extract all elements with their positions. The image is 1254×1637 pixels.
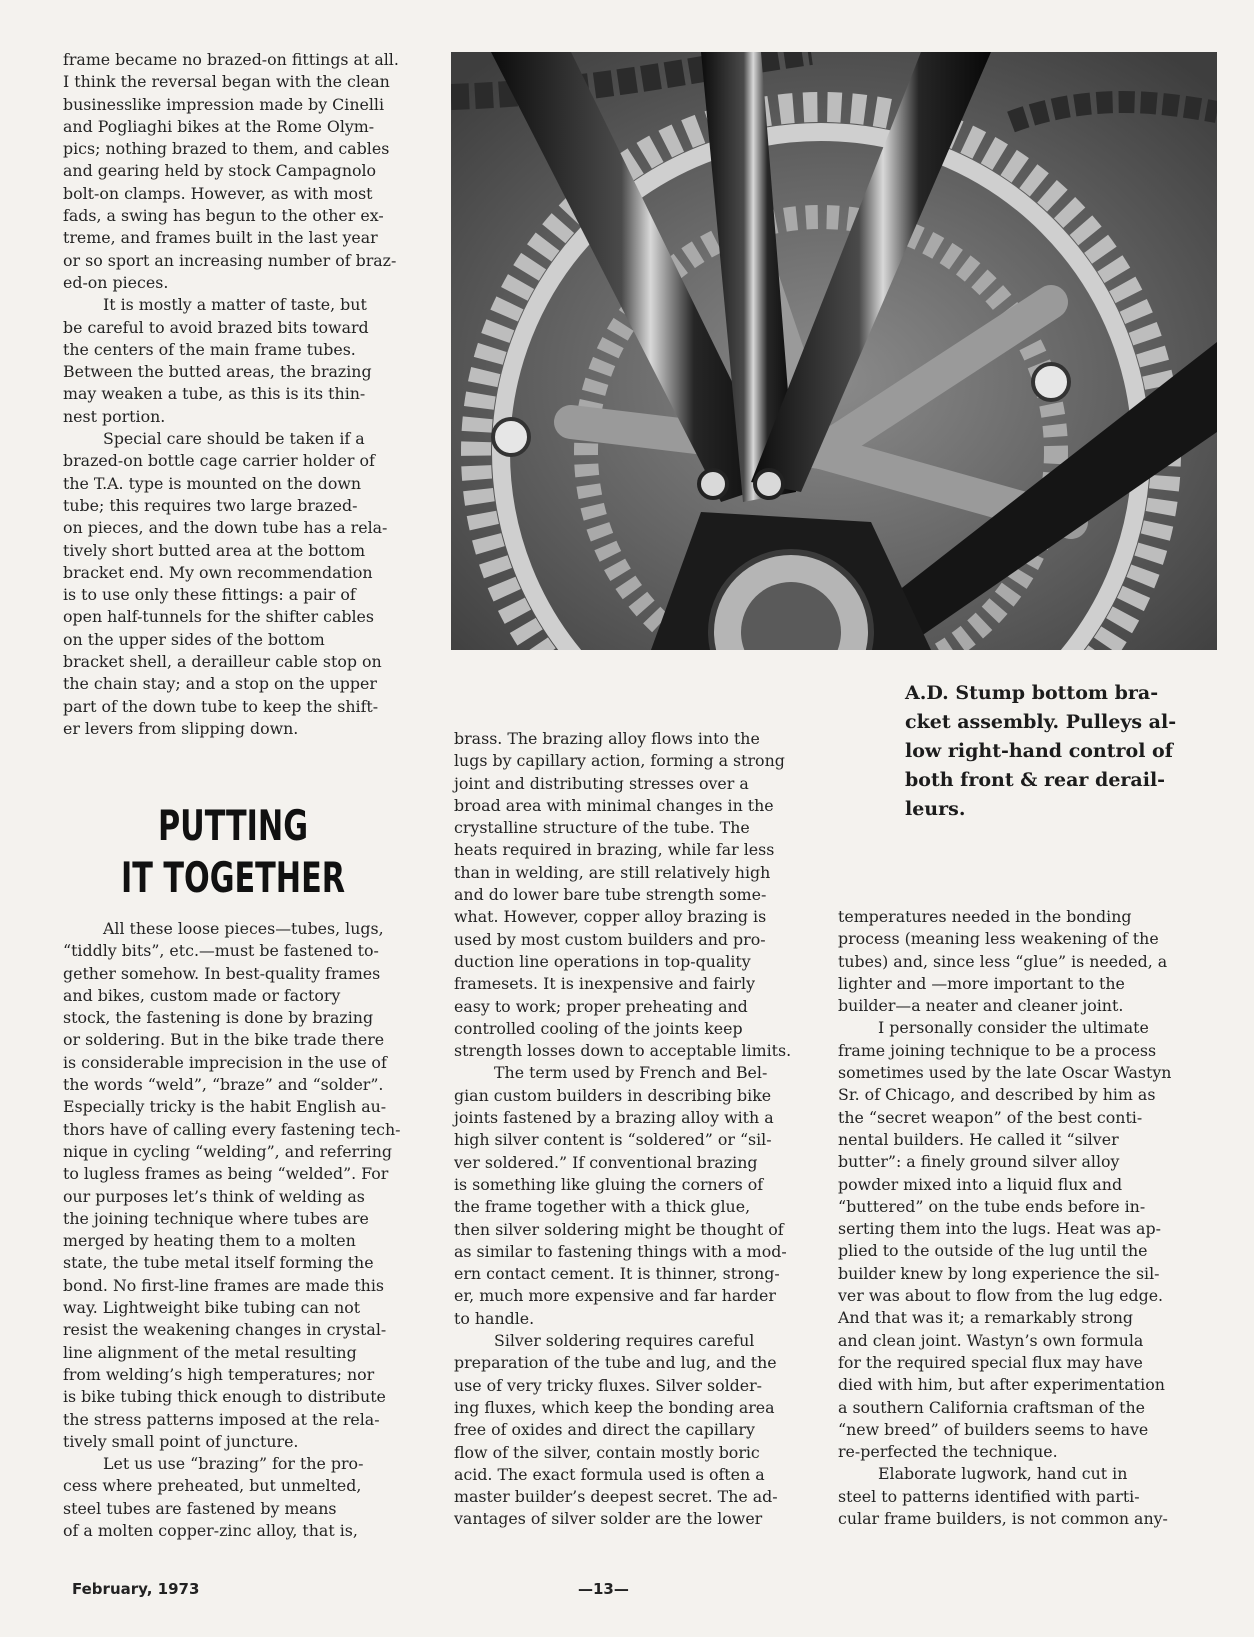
text-line: “new breed” of builders seems to have [838,1419,1149,1439]
text-line: powder mixed into a liquid flux and [838,1174,1123,1194]
page-number: —13— [578,1580,629,1598]
text-line: than in welding, are still relatively high [454,862,771,882]
text-line: brass. The brazing alloy flows into the [454,729,760,748]
caption-line: low right-hand control of [905,740,1173,762]
text-line: our purposes let’s think of welding as [63,1186,365,1206]
caption-line: leurs. [905,798,966,820]
text-line: to lugless frames as being “welded”. For [63,1164,389,1184]
text-line: use of very tricky fluxes. Silver solder- [454,1375,763,1395]
text-line: ern contact cement. It is thinner, strong- [454,1264,780,1284]
heading-line-1: PUTTING [157,801,309,850]
text-line: on pieces, and the down tube has a rela- [63,518,388,538]
text-line: steel tubes are fastened by means [63,1498,337,1518]
text-line: “tiddly bits”, etc.—must be fastened to- [63,941,379,961]
text-line: flow of the silver, contain mostly boric [454,1442,760,1462]
text-line: a southern California craftsman of the [838,1397,1145,1417]
text-line: the stress patterns imposed at the rela- [63,1409,380,1429]
text-line: controlled cooling of the joints keep [454,1018,743,1038]
text-column-1-top [63,49,403,740]
text-line: heats required in brazing, while far less [454,840,775,860]
text-line: butter”: a finely ground silver alloy [838,1152,1120,1172]
text-line: is considerable imprecision in the use of [63,1052,387,1072]
text-line: bracket shell, a derailleur cable stop on [63,652,382,672]
text-line: ver was about to flow from the lug edge. [838,1286,1164,1306]
text-line: framesets. It is inexpensive and fairly [454,974,756,994]
text-line: high silver content is “soldered” or “sil- [454,1130,772,1150]
text-column-2 [454,728,794,1531]
text-line: from welding’s high temperatures; nor [63,1364,375,1384]
text-line: ed-on pieces. [63,272,169,292]
text-line: All these loose pieces—tubes, lugs, [103,919,384,938]
text-line: be careful to avoid brazed bits toward [63,317,369,337]
text-line: thors have of calling every fastening tech- [63,1119,401,1139]
text-line: is something like gluing the corners of [454,1174,764,1194]
text-line: treme, and frames built in the last year [63,228,378,248]
text-line: resist the weakening changes in crystal- [63,1320,387,1340]
text-line: as similar to fastening things with a mod- [454,1241,787,1261]
caption-line: both front & rear derail- [905,769,1166,791]
text-line: tively short butted area at the bottom [63,540,366,560]
text-line: ing fluxes, which keep the bonding area [454,1397,775,1417]
text-line: It is mostly a matter of taste, but [103,295,367,315]
text-line: merged by heating them to a molten [63,1231,356,1251]
text-line: lighter and —more important to the [838,973,1125,993]
text-line: used by most custom builders and pro- [454,929,766,949]
text-line: sometimes used by the late Oscar Wastyn [838,1063,1172,1083]
text-line: ver soldered.” If conventional brazing [454,1152,758,1172]
text-line: bond. No first-line frames are made this [63,1275,385,1295]
text-line: tubes) and, since less “glue” is needed, a [838,951,1168,971]
text-line: builder knew by long experience the sil- [838,1263,1160,1283]
text-line: of a molten copper-zinc alloy, that is, [63,1521,358,1541]
text-line: frame became no brazed-on fittings at all. [63,50,399,69]
text-line: the frame together with a thick glue, [454,1197,751,1217]
text-line: Between the butted areas, the brazing [63,362,372,382]
text-line: gian custom builders in describing bike [454,1085,772,1105]
text-line: I personally consider the ultimate [878,1018,1149,1038]
text-line: Sr. of Chicago, and described by him as [838,1085,1156,1105]
caption-line: cket assembly. Pulleys al- [905,711,1177,733]
text-line: nest portion. [63,406,166,426]
text-line: the chain stay; and a stop on the upper [63,674,377,694]
text-line: acid. The exact formula used is often a [454,1464,765,1484]
text-line: Let us use “brazing” for the pro- [103,1454,364,1474]
text-line: what. However, copper alloy brazing is [454,907,767,927]
text-line: crystalline structure of the tube. The [454,818,750,838]
text-line: part of the down tube to keep the shift- [63,696,379,716]
text-line: the words “weld”, “braze” and “solder”. [63,1075,384,1095]
text-line: may weaken a tube, as this is its thin- [63,384,366,404]
text-line: cular frame builders, is not common any- [838,1509,1168,1529]
footer-date: February, 1973 [72,1580,200,1598]
text-line: Silver soldering requires careful [494,1331,755,1351]
text-line: tively small point of juncture. [63,1431,299,1451]
text-line: tube; this requires two large brazed- [63,495,358,515]
text-column-3 [838,906,1178,1530]
text-line: “buttered” on the tube ends before in- [838,1196,1146,1216]
text-line: And that was it; a remarkably strong [838,1308,1134,1328]
text-line: re-perfected the technique. [838,1442,1058,1462]
text-line: the T.A. type is mounted on the down [63,473,362,493]
text-line: gether somehow. In best-quality frames [63,963,381,983]
text-column-1-bottom [63,918,403,1542]
text-line: way. Lightweight bike tubing can not [63,1298,361,1318]
text-line: duction line operations in top-quality [454,951,751,971]
bottom-bracket-photo [451,52,1217,650]
text-line: bolt-on clamps. However, as with most [63,183,373,203]
text-line: open half-tunnels for the shifter cables [63,607,374,627]
text-line: er, much more expensive and far harder [454,1286,776,1306]
text-line: for the required special flux may have [838,1352,1143,1372]
text-line: businesslike impression made by Cinelli [63,94,384,114]
text-line: died with him, but after experimentation [838,1375,1165,1395]
text-line: then silver soldering might be thought of [454,1219,784,1239]
text-line: The term used by French and Bel- [494,1063,768,1083]
caption-line: A.D. Stump bottom bra- [905,682,1159,704]
text-line: and Pogliaghi bikes at the Rome Olym- [63,116,375,136]
text-line: joints fastened by a brazing alloy with a [454,1108,774,1128]
text-line: joint and distributing stresses over a [454,773,749,793]
text-line: bracket end. My own recommendation [63,562,373,582]
text-line: and do lower bare tube strength some- [454,885,767,905]
text-line: I think the reversal began with the clean [63,72,390,92]
text-line: serting them into the lugs. Heat was ap- [838,1219,1161,1239]
text-line: nental builders. He called it “silver [838,1129,1119,1149]
text-line: and bikes, custom made or factory [63,985,341,1005]
text-line: pics; nothing brazed to them, and cables [63,139,390,159]
text-line: frame joining technique to be a process [838,1040,1157,1060]
text-line: on the upper sides of the bottom [63,629,325,649]
text-line: er levers from slipping down. [63,718,299,738]
text-line: cess where preheated, but unmelted, [63,1476,362,1496]
bottom-bracket-illustration [451,52,1217,650]
text-line: brazed-on bottle cage carrier holder of [63,451,375,471]
text-line: free of oxides and direct the capillary [454,1420,755,1440]
text-line: and clean joint. Wastyn’s own formula [838,1330,1144,1350]
text-line: stock, the fastening is done by brazing [63,1008,374,1028]
text-line: master builder’s deepest secret. The ad- [454,1487,778,1507]
text-line: builder—a neater and cleaner joint. [838,996,1124,1016]
text-line: the joining technique where tubes are [63,1208,369,1228]
text-line: or soldering. But in the bike trade there [63,1030,385,1050]
text-line: Elaborate lugwork, hand cut in [878,1464,1128,1484]
text-line: Especially tricky is the habit English au- [63,1097,387,1117]
text-line: broad area with minimal changes in the [454,795,774,815]
text-line: and gearing held by stock Campagnolo [63,161,377,181]
text-line: Special care should be taken if a [103,429,365,449]
text-line: or so sport an increasing number of braz- [63,250,397,270]
text-line: easy to work; proper preheating and [454,996,748,1016]
text-line: state, the tube metal itself forming the [63,1253,374,1273]
text-line: steel to patterns identified with parti- [838,1486,1140,1506]
text-line: the centers of the main frame tubes. [63,339,356,359]
text-line: process (meaning less weakening of the [838,929,1159,949]
text-line: temperatures needed in the bonding [838,907,1132,926]
text-line: fads, a swing has begun to the other ex- [63,206,384,226]
section-heading [111,800,356,904]
text-line: preparation of the tube and lug, and the [454,1353,777,1373]
text-line: vantages of silver solder are the lower [454,1509,763,1529]
text-line: to handle. [454,1308,535,1328]
text-line: plied to the outside of the lug until the [838,1241,1148,1261]
text-line: lugs by capillary action, forming a strong [454,751,785,771]
photo-caption [905,679,1205,824]
text-line: nique in cycling “welding”, and referring [63,1141,392,1161]
heading-line-2: IT TOGETHER [120,853,346,902]
text-line: line alignment of the metal resulting [63,1342,357,1362]
text-line: strength losses down to acceptable limits. [454,1041,792,1061]
text-line: is bike tubing thick enough to distribute [63,1387,386,1407]
text-line: is to use only these fittings: a pair of [63,585,356,605]
text-line: the “secret weapon” of the best conti- [838,1107,1143,1127]
